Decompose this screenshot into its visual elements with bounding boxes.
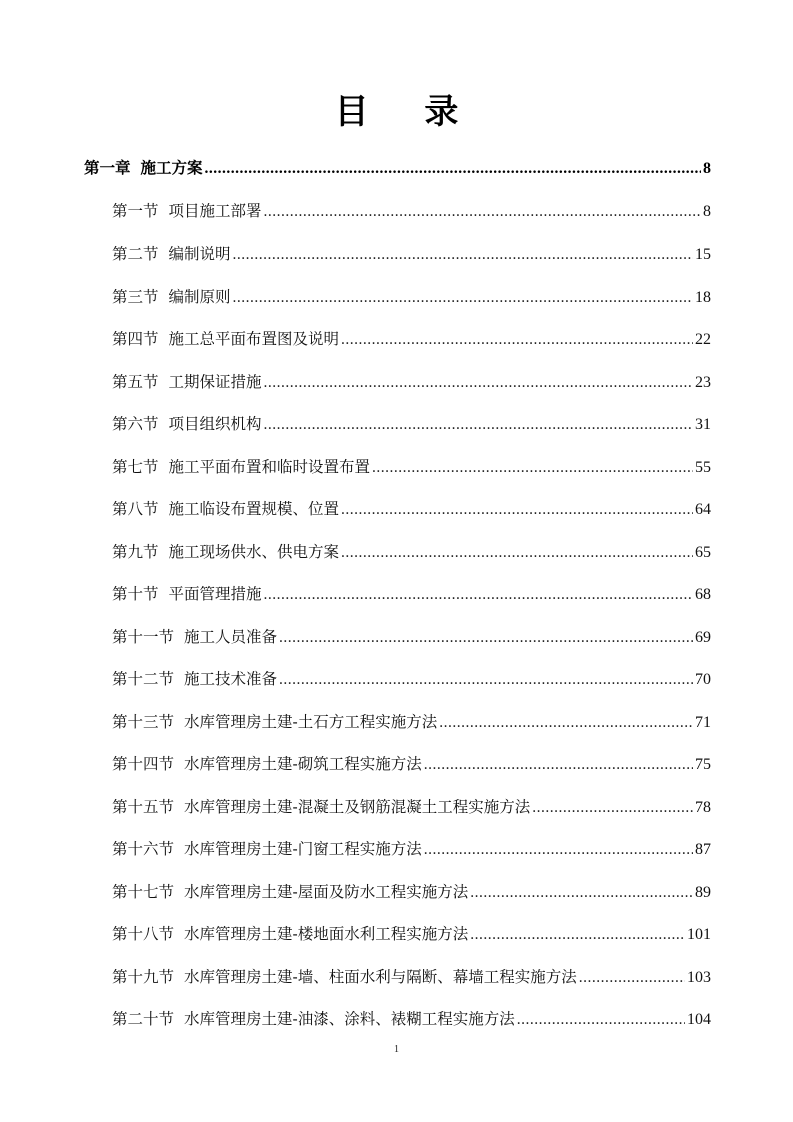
toc-section-9[interactable]	[112, 542, 711, 563]
dot-leader	[264, 415, 693, 435]
page-number: 70	[695, 671, 711, 688]
dot-leader	[205, 159, 701, 179]
section-title: 水库管理房土建-屋面及防水工程实施方法	[184, 883, 469, 901]
page-number: 55	[695, 459, 711, 476]
section-number: 第二节	[112, 245, 159, 263]
toc-section-19[interactable]	[112, 967, 711, 988]
page-number: 15	[695, 246, 711, 263]
page-number: 78	[695, 799, 711, 816]
section-number: 第十九节	[112, 968, 175, 986]
section-number: 第十七节	[112, 883, 175, 901]
dot-leader	[532, 798, 693, 818]
toc-section-12[interactable]	[112, 669, 711, 690]
page-number: 104	[687, 1011, 711, 1028]
dot-leader	[372, 458, 693, 478]
section-title: 编制原则	[168, 288, 231, 306]
section-title: 水库管理房土建-混凝土及钢筋混凝土工程实施方法	[184, 798, 531, 816]
section-number: 第十八节	[112, 925, 175, 943]
dot-leader	[470, 883, 693, 903]
toc-section-16[interactable]	[112, 839, 711, 860]
toc-title: 目 录	[334, 92, 481, 132]
toc-section-8[interactable]	[112, 499, 711, 520]
section-title: 编制说明	[168, 245, 231, 263]
toc-section-15[interactable]	[112, 797, 711, 818]
section-number: 第一节	[112, 202, 159, 220]
section-title: 平面管理措施	[168, 585, 262, 603]
dot-leader	[264, 202, 701, 222]
page-number: 8	[703, 203, 711, 220]
dot-leader	[341, 500, 693, 520]
page-number: 75	[695, 756, 711, 773]
section-title: 项目组织机构	[168, 415, 262, 433]
section-number: 第七节	[112, 458, 159, 476]
dot-leader	[424, 840, 693, 860]
section-number: 第二十节	[112, 1010, 175, 1028]
toc-section-6[interactable]	[112, 414, 711, 435]
section-title: 施工平面布置和临时设置布置	[168, 458, 371, 476]
dot-leader	[233, 288, 693, 308]
chapter-number: 第一章	[84, 159, 131, 177]
section-title: 水库管理房土建-楼地面水利工程实施方法	[184, 925, 469, 943]
section-title: 施工现场供水、供电方案	[168, 543, 340, 561]
dot-leader	[264, 373, 693, 393]
dot-leader	[279, 670, 693, 690]
toc-chapter-1[interactable]	[84, 158, 711, 179]
page-number: 69	[695, 629, 711, 646]
section-number: 第十节	[112, 585, 159, 603]
dot-leader	[424, 755, 693, 775]
page-number: 8	[703, 160, 711, 177]
section-number: 第十四节	[112, 755, 175, 773]
section-title: 项目施工部署	[168, 202, 262, 220]
page-footer-number: 1	[394, 1044, 399, 1055]
toc-section-1[interactable]	[112, 201, 711, 222]
page-number: 31	[695, 416, 711, 433]
chapter-title: 施工方案	[140, 159, 203, 177]
dot-leader	[579, 968, 685, 988]
toc-section-5[interactable]	[112, 372, 711, 393]
section-title: 施工临设布置规模、位置	[168, 500, 340, 518]
page-number: 65	[695, 544, 711, 561]
section-number: 第十二节	[112, 670, 175, 688]
toc-section-3[interactable]	[112, 287, 711, 308]
page-number: 103	[687, 969, 711, 986]
dot-leader	[341, 330, 693, 350]
section-title: 施工技术准备	[184, 670, 278, 688]
section-number: 第十一节	[112, 628, 175, 646]
dot-leader	[517, 1010, 685, 1030]
toc-section-11[interactable]	[112, 627, 711, 648]
section-number: 第十三节	[112, 713, 175, 731]
page-number: 22	[695, 331, 711, 348]
toc-section-10[interactable]	[112, 584, 711, 605]
toc-section-18[interactable]	[112, 924, 711, 945]
section-number: 第五节	[112, 373, 159, 391]
page-number: 87	[695, 841, 711, 858]
page-number: 101	[687, 926, 711, 943]
toc-section-17[interactable]	[112, 882, 711, 903]
page-number: 64	[695, 501, 711, 518]
section-title: 水库管理房土建-土石方工程实施方法	[184, 713, 438, 731]
page-number: 71	[695, 714, 711, 731]
dot-leader	[470, 925, 685, 945]
dot-leader	[341, 543, 693, 563]
page-number: 68	[695, 586, 711, 603]
toc-section-14[interactable]	[112, 754, 711, 775]
section-number: 第十五节	[112, 798, 175, 816]
section-title: 工期保证措施	[168, 373, 262, 391]
section-number: 第三节	[112, 288, 159, 306]
section-title: 施工总平面布置图及说明	[168, 330, 340, 348]
section-number: 第六节	[112, 415, 159, 433]
dot-leader	[439, 713, 693, 733]
dot-leader	[264, 585, 693, 605]
section-title: 水库管理房土建-墙、柱面水利与隔断、幕墙工程实施方法	[184, 968, 577, 986]
section-title: 水库管理房土建-砌筑工程实施方法	[184, 755, 422, 773]
section-number: 第十六节	[112, 840, 175, 858]
section-title: 水库管理房土建-门窗工程实施方法	[184, 840, 422, 858]
toc-section-7[interactable]	[112, 457, 711, 478]
section-title: 施工人员准备	[184, 628, 278, 646]
toc-section-4[interactable]	[112, 329, 711, 350]
page-number: 18	[695, 289, 711, 306]
dot-leader	[279, 628, 693, 648]
section-number: 第九节	[112, 543, 159, 561]
toc-section-20[interactable]	[112, 1009, 711, 1030]
page-number: 23	[695, 374, 711, 391]
toc-section-2[interactable]	[112, 244, 711, 265]
dot-leader	[233, 245, 693, 265]
section-number: 第八节	[112, 500, 159, 518]
section-number: 第四节	[112, 330, 159, 348]
page-number: 89	[695, 884, 711, 901]
section-title: 水库管理房土建-油漆、涂料、裱糊工程实施方法	[184, 1010, 515, 1028]
toc-section-13[interactable]	[112, 712, 711, 733]
